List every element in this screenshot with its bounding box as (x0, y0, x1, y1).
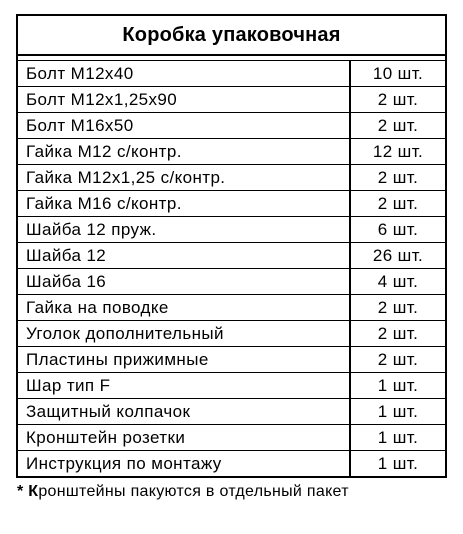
table-row (18, 165, 445, 191)
item-quantity: 2 шт. (377, 350, 419, 369)
footnote (17, 481, 437, 503)
item-name: Болт М12х40 (18, 61, 351, 86)
item-quantity: 2 шт. (377, 116, 419, 135)
item-quantity: 2 шт. (377, 298, 419, 317)
item-name: Шайба 12 (18, 243, 351, 268)
table-row (18, 139, 445, 165)
table-row (18, 399, 445, 425)
footnote-mark: * К (17, 483, 39, 500)
item-quantity: 2 шт. (377, 194, 419, 213)
table-row (18, 321, 445, 347)
packing-list-table (16, 14, 447, 478)
item-name: Шайба 16 (18, 269, 351, 294)
item-quantity: 4 шт. (377, 272, 419, 291)
item-quantity: 1 шт. (377, 376, 419, 395)
item-name: Защитный колпачок (18, 399, 351, 424)
table-row (18, 61, 445, 87)
table-row (18, 191, 445, 217)
item-quantity: 12 шт. (372, 142, 424, 161)
table-body (18, 61, 445, 476)
table-row (18, 295, 445, 321)
item-name: Уголок дополнительный (18, 321, 351, 346)
item-quantity: 26 шт. (372, 246, 424, 265)
item-name: Гайка М16 с/контр. (18, 191, 351, 216)
item-quantity: 2 шт. (377, 324, 419, 343)
table-row (18, 269, 445, 295)
item-name: Гайка М12х1,25 с/контр. (18, 165, 351, 190)
item-quantity: 1 шт. (377, 454, 419, 473)
table-row (18, 373, 445, 399)
table-row (18, 451, 445, 476)
table-row (18, 347, 445, 373)
item-name: Шар тип F (18, 373, 351, 398)
table-row (18, 87, 445, 113)
item-name: Гайка М12 с/контр. (18, 139, 351, 164)
item-name: Гайка на поводке (18, 295, 351, 320)
item-quantity: 1 шт. (377, 428, 419, 447)
item-quantity: 2 шт. (377, 90, 419, 109)
table-title: Коробка упаковочная (18, 16, 445, 56)
item-quantity: 10 шт. (372, 64, 424, 83)
table-row (18, 113, 445, 139)
item-name: Пластины прижимные (18, 347, 351, 372)
item-quantity: 1 шт. (377, 402, 419, 421)
item-quantity: 6 шт. (377, 220, 419, 239)
item-name: Болт М12х1,25х90 (18, 87, 351, 112)
item-name: Шайба 12 пруж. (18, 217, 351, 242)
table-row (18, 243, 445, 269)
footnote-text: ронштейны пакуются в отдельный пакет (38, 483, 349, 500)
item-name: Болт М16х50 (18, 113, 351, 138)
item-name: Инструкция по монтажу (18, 451, 351, 476)
table-row (18, 217, 445, 243)
item-name: Кронштейн розетки (18, 425, 351, 450)
table-row (18, 425, 445, 451)
item-quantity: 2 шт. (377, 168, 419, 187)
